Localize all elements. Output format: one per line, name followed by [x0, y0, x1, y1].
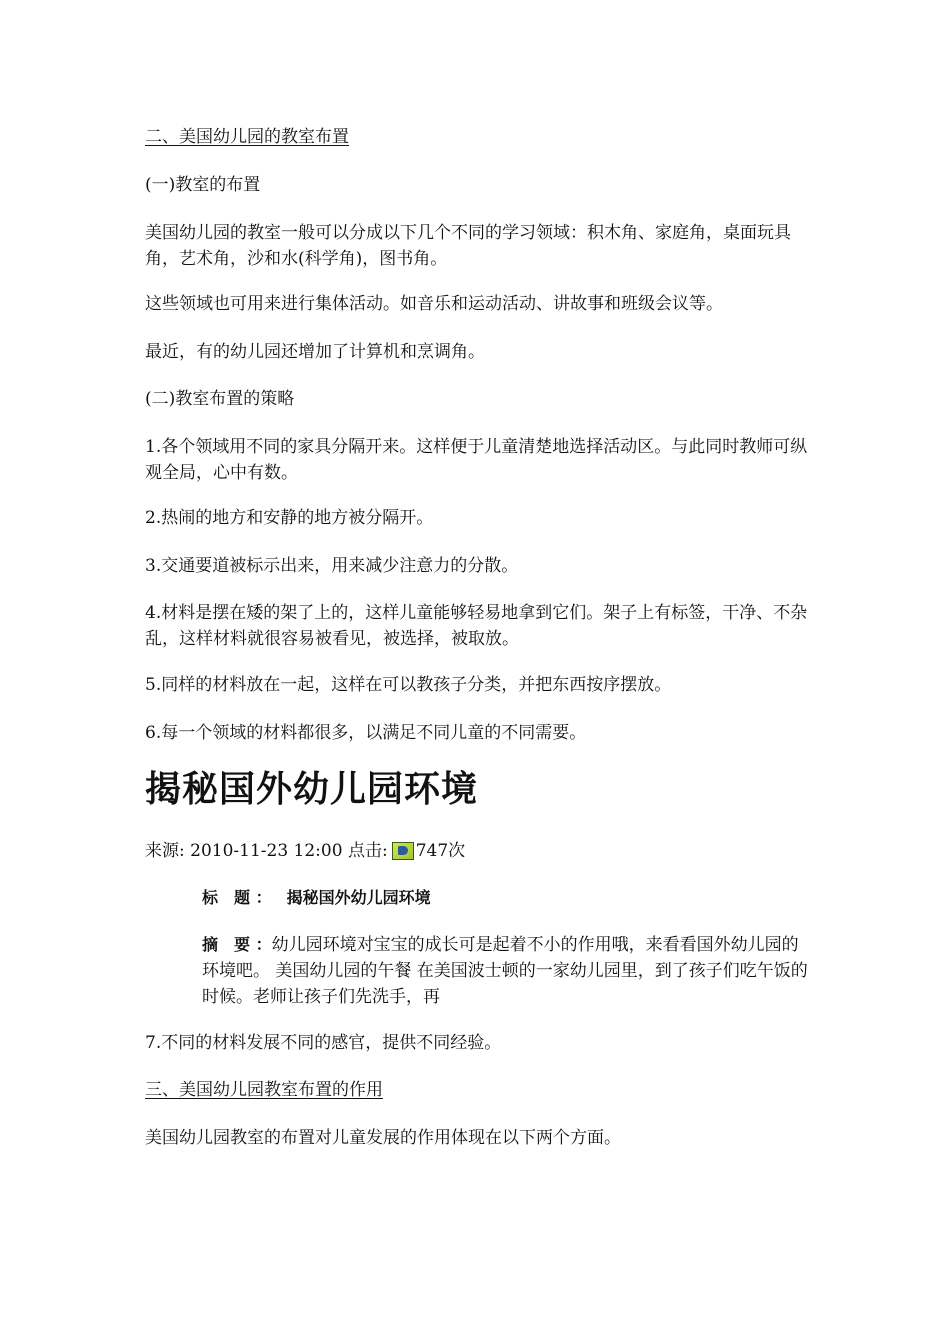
- paragraph-learning-areas: 美国幼儿园的教室一般可以分成以下几个不同的学习领域：积木角、家庭角，桌面玩具角，艺术角，沙和水(科学角)，图书角。: [145, 223, 791, 269]
- paragraph-group-activities: 这些领域也可用来进行集体活动。如音乐和运动活动、讲故事和班级会议等。: [145, 294, 723, 314]
- strategy-item-2: 2.热闹的地方和安静的地方被分隔开。: [145, 508, 434, 528]
- section-3-heading: 三、美国幼儿园教室布置的作用: [145, 1080, 383, 1100]
- section-2-heading: 二、美国幼儿园的教室布置: [145, 127, 349, 147]
- article-summary: [202, 932, 814, 1010]
- summary-label: 摘 要 ：: [202, 935, 272, 954]
- strategy-item-1: 1.各个领域用不同的家具分隔开来。这样便于儿童清楚地选择活动区。与此同时教师可纵观全局，心中有数。: [145, 437, 808, 483]
- article-title-row: [202, 885, 431, 911]
- strategy-item-5: 5.同样的材料放在一起，这样在可以教孩子分类，并把东西按序摆放。: [145, 675, 672, 695]
- article-title: 揭秘国外幼儿园环境: [145, 769, 479, 810]
- subsection-1-heading: (一)教室的布置: [145, 175, 261, 195]
- strategy-item-7: 7.不同的材料发展不同的感官，提供不同经验。: [145, 1033, 502, 1053]
- hit-counter-icon: [392, 842, 414, 860]
- article-meta: [145, 838, 465, 864]
- paragraph-new-corners: 最近，有的幼儿园还增加了计算机和烹调角。: [145, 342, 485, 362]
- section-3-paragraph: 美国幼儿园教室的布置对儿童发展的作用体现在以下两个方面。: [145, 1128, 621, 1148]
- article-hit-count: 747: [415, 841, 449, 861]
- title-label: 标 题 ：: [202, 888, 272, 907]
- summary-text: 幼儿园环境对宝宝的成长可是起着不小的作用哦，来看看国外幼儿园的环境吧。 美国幼儿园的午餐 在美国波士顿的一家幼儿园里，到了孩子们吃午饭的时候。老师让孩子们先洗手，再: [202, 935, 808, 1007]
- strategy-item-6: 6.每一个领域的材料都很多，以满足不同儿童的不同需要。: [145, 723, 587, 743]
- subsection-2-heading: (二)教室布置的策略: [145, 389, 295, 409]
- article-source-date: 来源: 2010-11-23 12:00 点击:: [145, 841, 388, 861]
- article-hit-suffix: 次: [448, 841, 466, 861]
- strategy-item-3: 3.交通要道被标示出来，用来减少注意力的分散。: [145, 556, 519, 576]
- title-value: 揭秘国外幼儿园环境: [286, 888, 431, 907]
- strategy-item-4: 4.材料是摆在矮的架了上的，这样儿童能够轻易地拿到它们。架子上有标签，干净、不杂乱，这样材料就很容易被看见，被选择，被取放。: [145, 603, 808, 649]
